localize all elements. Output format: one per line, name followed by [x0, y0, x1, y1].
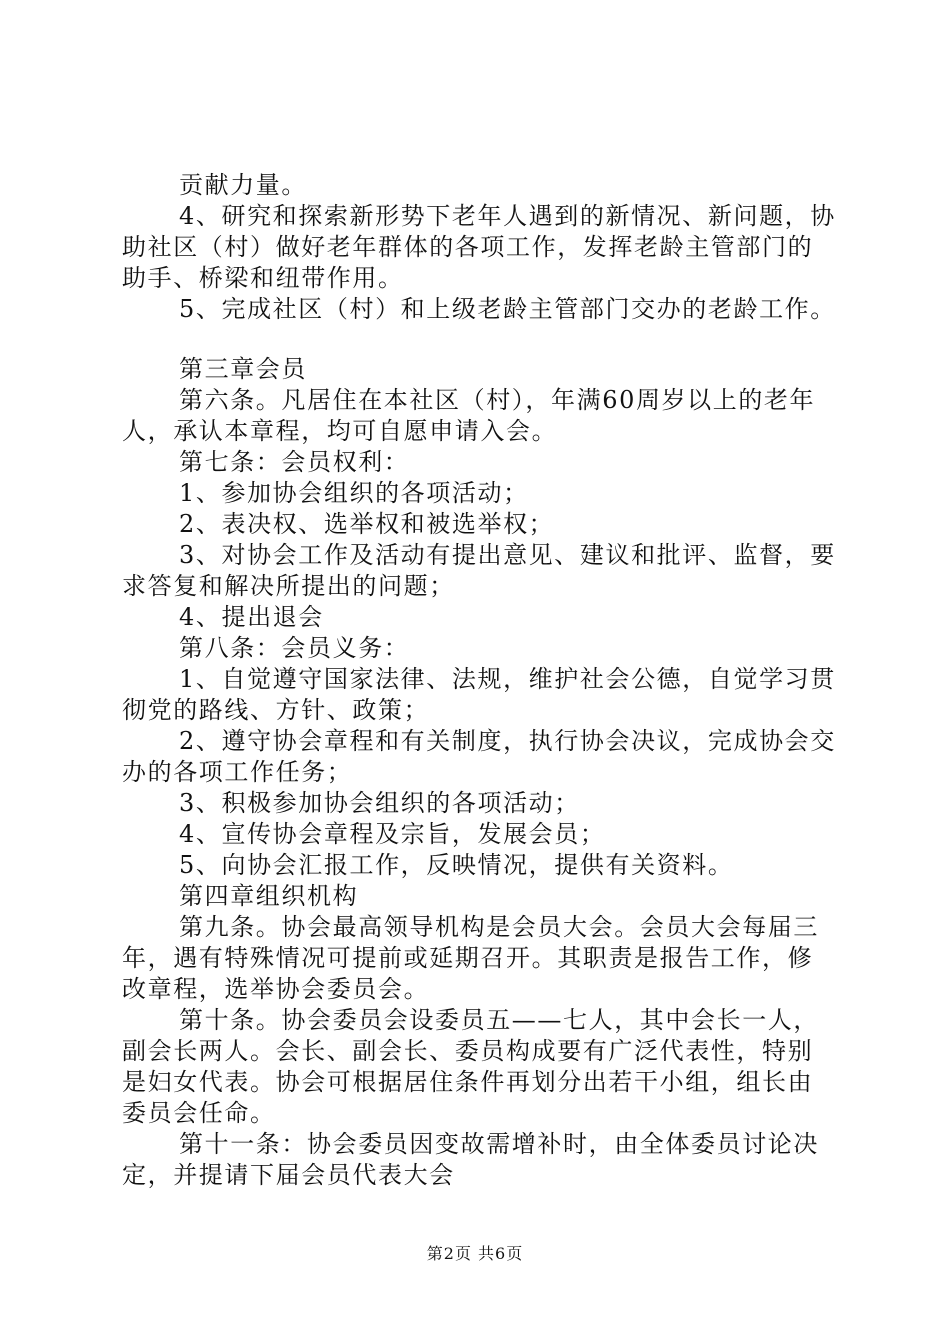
- text-line: 3、积极参加协会组织的各项活动；: [179, 789, 580, 817]
- text-line: 求答复和解决所提出的问题；: [122, 572, 455, 600]
- text-line: 改章程，选举协会委员会。: [122, 975, 430, 1003]
- text-line: 1、参加协会组织的各项活动；: [179, 479, 529, 507]
- text-line: 第九条。协会最高领导机构是会员大会。会员大会每届三: [179, 913, 819, 941]
- text-line: 彻党的路线、方针、政策；: [122, 696, 430, 724]
- document-body: [122, 170, 834, 1191]
- text-line: 助社区（村）做好老年群体的各项工作，发挥老龄主管部门的: [122, 233, 814, 261]
- text-line: 第六条。凡居住在本社区（村），年满60周岁以上的老年: [179, 386, 816, 414]
- text-line: 3、对协会工作及活动有提出意见、建议和批评、监督，要: [179, 541, 836, 569]
- section-duties-continued: [122, 170, 834, 325]
- text-line: 助手、桥梁和纽带作用。: [122, 264, 404, 292]
- paragraph-gap: [122, 325, 834, 354]
- text-line: 是妇女代表。协会可根据居住条件再划分出若干小组，组长由: [122, 1068, 814, 1096]
- text-line: 4、研究和探索新形势下老年人遇到的新情况、新问题，协: [179, 202, 836, 230]
- text-line: 第十一条：协会委员因变故需增补时，由全体委员讨论决: [179, 1130, 819, 1158]
- text-line: 第三章会员: [179, 355, 307, 383]
- page-footer: 第2页 共6页: [426, 1244, 524, 1263]
- text-line: 5、向协会汇报工作，反映情况，提供有关资料。: [179, 851, 734, 879]
- text-line: 副会长两人。会长、副会长、委员构成要有广泛代表性，特别: [122, 1037, 814, 1065]
- text-line: 4、提出退会: [179, 603, 324, 631]
- text-line: 2、表决权、选举权和被选举权；: [179, 510, 555, 538]
- text-line: 年，遇有特殊情况可提前或延期召开。其职责是报告工作，修: [122, 944, 814, 972]
- text-line: 定，并提请下届会员代表大会: [122, 1161, 455, 1189]
- text-line: 第四章组织机构: [179, 882, 359, 910]
- text-line: 第七条：会员权利：: [179, 448, 410, 476]
- text-line: 委员会任命。: [122, 1099, 276, 1127]
- text-line: 第八条：会员义务：: [179, 634, 410, 662]
- text-line: 1、自觉遵守国家法律、法规，维护社会公德，自觉学习贯: [179, 665, 836, 693]
- text-line: 2、遵守协会章程和有关制度，执行协会决议，完成协会交: [179, 727, 836, 755]
- text-line: 贡献力量。: [179, 171, 307, 199]
- text-line: 办的各项工作任务；: [122, 758, 353, 786]
- text-line: 5、完成社区（村）和上级老龄主管部门交办的老龄工作。: [179, 295, 836, 323]
- section-members-and-organization: [122, 354, 834, 1191]
- text-line: 人，承认本章程，均可自愿申请入会。: [122, 417, 558, 445]
- text-line: 4、宣传协会章程及宗旨，发展会员；: [179, 820, 606, 848]
- text-line: 第十条。协会委员会设委员五——七人，其中会长一人，: [179, 1006, 819, 1034]
